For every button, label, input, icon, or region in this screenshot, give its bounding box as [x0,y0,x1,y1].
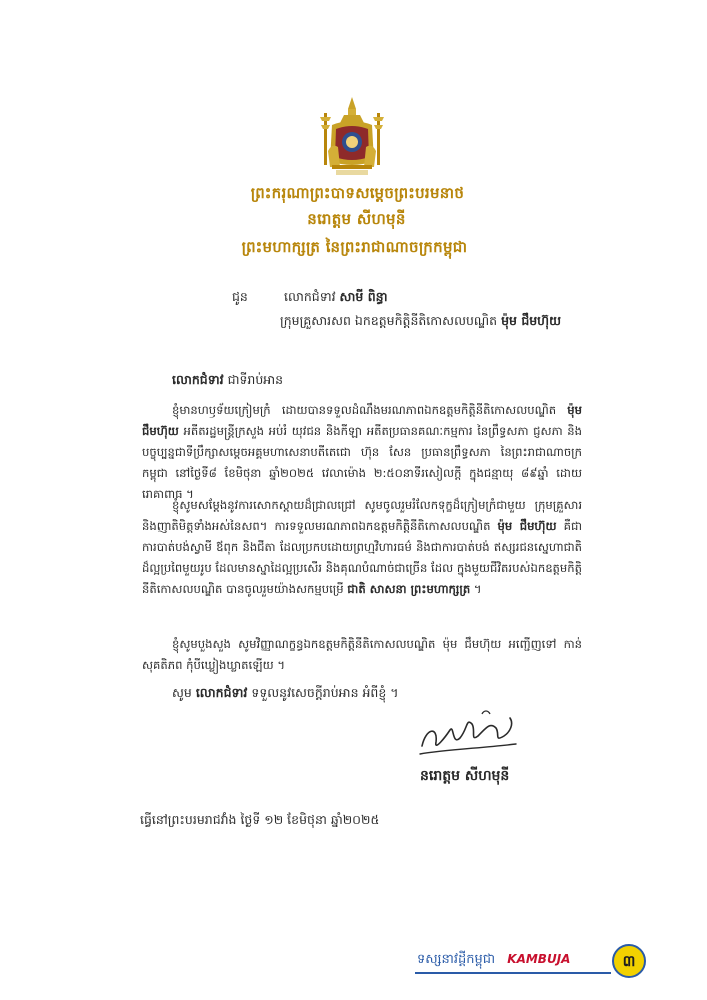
closing-prefix: សូម [172,685,192,700]
salutation-rest: ជាទីរាប់អាន [227,372,284,387]
footer-publication [417,951,570,970]
deceased-name: ម៉ុម ជឹមហ៊ុយ [501,313,561,328]
recipient-block [232,287,561,331]
paragraph-1-text-a: ខ្ញុំមានហឫទ័យក្រៀមក្រំ ដោយបានទទួលដំណឹងមរណភាពឯកឧត្តមកិត្តិនីតិកោសលបណ្ឌិត [172,403,557,417]
recipient-name: សាមី ពិន្ធា [339,289,388,304]
paragraph-2-name: ម៉ុម ជឹមហ៊ុយ [497,519,557,533]
royal-emblem-icon [318,95,386,177]
national-motto: ជាតិ សាសនា ព្រះមហាក្សត្រ [347,582,471,596]
paragraph-sympathy [142,495,582,600]
royal-title [0,182,707,258]
date-line: ធ្វើនៅព្រះបរមរាជវាំង ថ្ងៃទី ១២ ខែមិថុនា ឆ្នាំ២០២៥ [140,812,380,827]
publication-name: ទស្សនាវដ្តីកម្ពុជា [417,952,496,967]
footer-divider [415,972,611,974]
paragraph-1-name: ម៉ុម ជឹមហ៊ុយ [142,403,582,438]
salutation [172,372,283,391]
royal-name: នរោត្តម សីហមុនី [307,210,406,228]
paragraph-2-end: ។ [473,582,482,596]
closing-line [172,685,399,704]
royal-title-line-1: ព្រះករុណាព្រះបាទសម្តេចព្រះបរមនាថ [250,184,465,202]
handwritten-signature [412,706,522,762]
paragraph-1-text-b: អតីតរដ្ឋមន្ត្រីក្រសួង អប់រំ យុវជន និងកីឡា អតីតប្រធានគណៈកម្មការ នៃព្រឹទ្ធសភា ជ្ញសភា និងបច្ចុប្បន្នជាទីប្រឹក្សាសម្តេចអគ្គមហាសេនាបតីតេជោ ហ៊ុន សែន ប្រធានព្រឹទ្ធសភា នៃព្រះរាជាណាចក្រកម្ពុជា នៅថ្ងៃទី៨ ខែមិថុនា ឆ្នាំ២០២៥ វេលាម៉ោង ២:៥០នាទីរសៀលក្តី ក្នុងជន្មាយុ ៨៩ឆ្នាំ ដោយរោគាពាធ ។ [142,424,582,501]
paragraph-2-text-b: គឺជាការបាត់បង់ស្វាមី ឪពុក និងជីតា ដែលប្រកបដោយព្រហ្មវិហារធម៌ និងជាការបាត់បង់ ឥស្សរជនស្នេហាជាតិដ៏ល្អប្រពៃមួយរូប ដែលមានស្នាដៃល្អប្រសើរ និងគុណបំណាច់ជាច្រើន ដែល ក្នុងមួយជីវិតរបស់ឯកឧត្តមកិត្តិនីតិកោសលបណ្ឌិត បានចូលរួមយ៉ាងសកម្មបម្រើ [142,519,583,596]
publication-brand: KAMBUJA [507,952,571,966]
recipient-honorific: លោកជំទាវ [283,289,336,304]
salutation-honorific: លោកជំទាវ [172,372,224,387]
recipient-family-line: ក្រុមគ្រួសារសព ឯកឧត្តមកិត្តិនីតិកោសលបណ្ឌិត [280,313,498,328]
closing-rest: ទទួលនូវសេចក្តីរាប់អាន អំពីខ្ញុំ ។ [251,685,399,700]
closing-honorific: លោកជំទាវ [195,685,248,700]
signer-name: នរោត្តម សីហមុនី [420,768,510,784]
royal-title-line-3: ព្រះមហាក្សត្រ នៃព្រះរាជាណាចក្រកម្ពុជា [241,238,468,256]
paragraph-3-text: ខ្ញុំសូមបួងសួង សូមវិញ្ញាណក្ខន្ធឯកឧត្តមកិត្តិនីតិកោសលបណ្ឌិត ម៉ុម ជឹមហ៊ុយ អញ្ជើញទៅ កាន់សុគតិភព កុំបីឃ្លៀងឃ្លាតឡើយ ។ [142,637,582,672]
page-number-badge: ៣ [612,944,646,978]
to-label: ជូន [232,289,248,304]
paragraph-prayer [142,634,582,676]
paragraph-2-text-a: ខ្ញុំសូមសម្តែងនូវការសោកស្តាយដ៏ជ្រាលជ្រៅ សូមចូលរួមរំលែកទុក្ខដ៏ក្រៀមក្រំជាមួយ ក្រុមគ្រួសារ និងញាតិមិត្តទាំងអស់នៃសព។ ការទទួលមរណភាពឯកឧត្តមកិត្តិនីតិកោសលបណ្ឌិត [142,498,582,533]
paragraph-condolence-news [142,400,582,505]
